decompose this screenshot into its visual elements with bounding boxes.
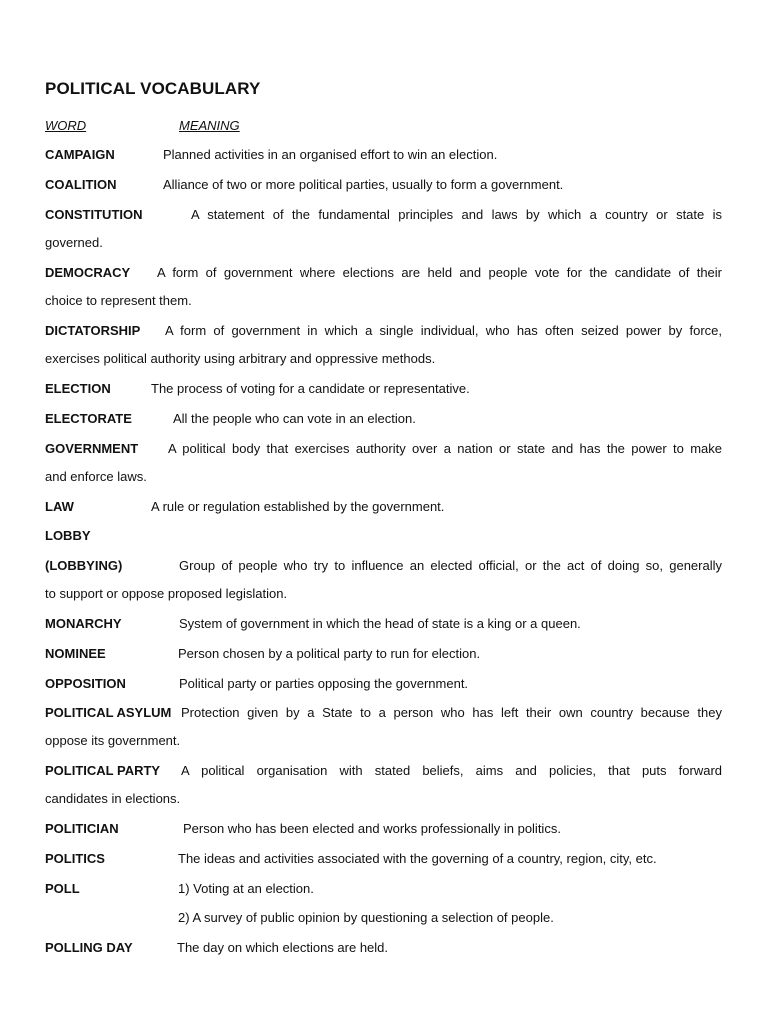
entry-word: COALITION — [45, 177, 117, 192]
entry-meaning-continued: oppose its government. — [45, 733, 181, 748]
entry-word: POLITICIAN — [45, 821, 119, 836]
entry-meaning: The ideas and activities associated with the governing of a country, region, city, etc. — [178, 851, 657, 866]
entry-word: LOBBY — [45, 528, 91, 543]
entry-meaning: Person chosen by a political party to run for election. — [178, 646, 481, 661]
entry-word: NOMINEE — [45, 646, 106, 661]
entry-word: OPPOSITION — [45, 676, 126, 691]
entry-word: CONSTITUTION — [45, 207, 143, 222]
entry-meaning: Alliance of two or more political parties, usually to form a government. — [163, 177, 564, 192]
entry-word: MONARCHY — [45, 616, 122, 631]
entry-meaning: A form of government where elections are held and people vote for the candidate of their — [157, 265, 722, 280]
entry-word: LAW — [45, 499, 74, 514]
entry-meaning: A rule or regulation established by the government. — [151, 499, 445, 514]
entry-meaning: A form of government in which a single individual, who has often seized power by force, — [165, 323, 722, 338]
entry-meaning: A political body that exercises authority over a nation or state and has the power to make — [168, 441, 722, 456]
entry-word: POLL — [45, 881, 80, 896]
entry-word: ELECTION — [45, 381, 111, 396]
entry-meaning-continued: exercises political authority using arbitrary and oppressive methods. — [45, 351, 436, 366]
entry-word: POLLING DAY — [45, 940, 133, 955]
column-header-meaning: MEANING — [179, 118, 240, 133]
entry-meaning-continued: 2) A survey of public opinion by questioning a selection of people. — [178, 910, 554, 925]
entry-word: GOVERNMENT — [45, 441, 139, 456]
entry-meaning: All the people who can vote in an election. — [173, 411, 416, 426]
entry-word: POLITICS — [45, 851, 105, 866]
entry-word: ELECTORATE — [45, 411, 132, 426]
entry-meaning: A statement of the fundamental principles and laws by which a country or state is — [191, 207, 722, 222]
page-title: POLITICAL VOCABULARY — [45, 79, 261, 98]
entry-word: POLITICAL PARTY — [45, 763, 161, 778]
entry-meaning: Political party or parties opposing the government. — [179, 676, 469, 691]
entry-meaning: The day on which elections are held. — [177, 940, 389, 955]
entry-meaning-continued: choice to represent them. — [45, 293, 192, 308]
entry-meaning: System of government in which the head of state is a king or a queen. — [179, 616, 581, 631]
entry-word: CAMPAIGN — [45, 147, 115, 162]
entry-meaning-continued: and enforce laws. — [45, 469, 147, 484]
entry-meaning: The process of voting for a candidate or representative. — [151, 381, 470, 396]
entry-meaning-continued: to support or oppose proposed legislation. — [45, 586, 288, 601]
entry-meaning: Group of people who try to influence an elected official, or the act of doing so, generally — [179, 558, 722, 573]
entry-meaning-continued: governed. — [45, 235, 103, 250]
entry-meaning: Protection given by a State to a person who has left their own country because they — [181, 705, 722, 720]
entry-meaning: Person who has been elected and works professionally in politics. — [183, 821, 561, 836]
entry-meaning: A political organisation with stated beliefs, aims and policies, that puts forward — [181, 763, 722, 778]
entry-word: POLITICAL ASYLUM — [45, 705, 172, 720]
entry-meaning-continued: candidates in elections. — [45, 791, 181, 806]
entry-word: DICTATORSHIP — [45, 323, 141, 338]
column-header-word: WORD — [45, 118, 87, 133]
entry-word: DEMOCRACY — [45, 265, 131, 280]
entry-word-alt: (LOBBYING) — [45, 558, 123, 573]
entry-meaning: Planned activities in an organised effort to win an election. — [163, 147, 498, 162]
entry-meaning: 1) Voting at an election. — [178, 881, 314, 896]
